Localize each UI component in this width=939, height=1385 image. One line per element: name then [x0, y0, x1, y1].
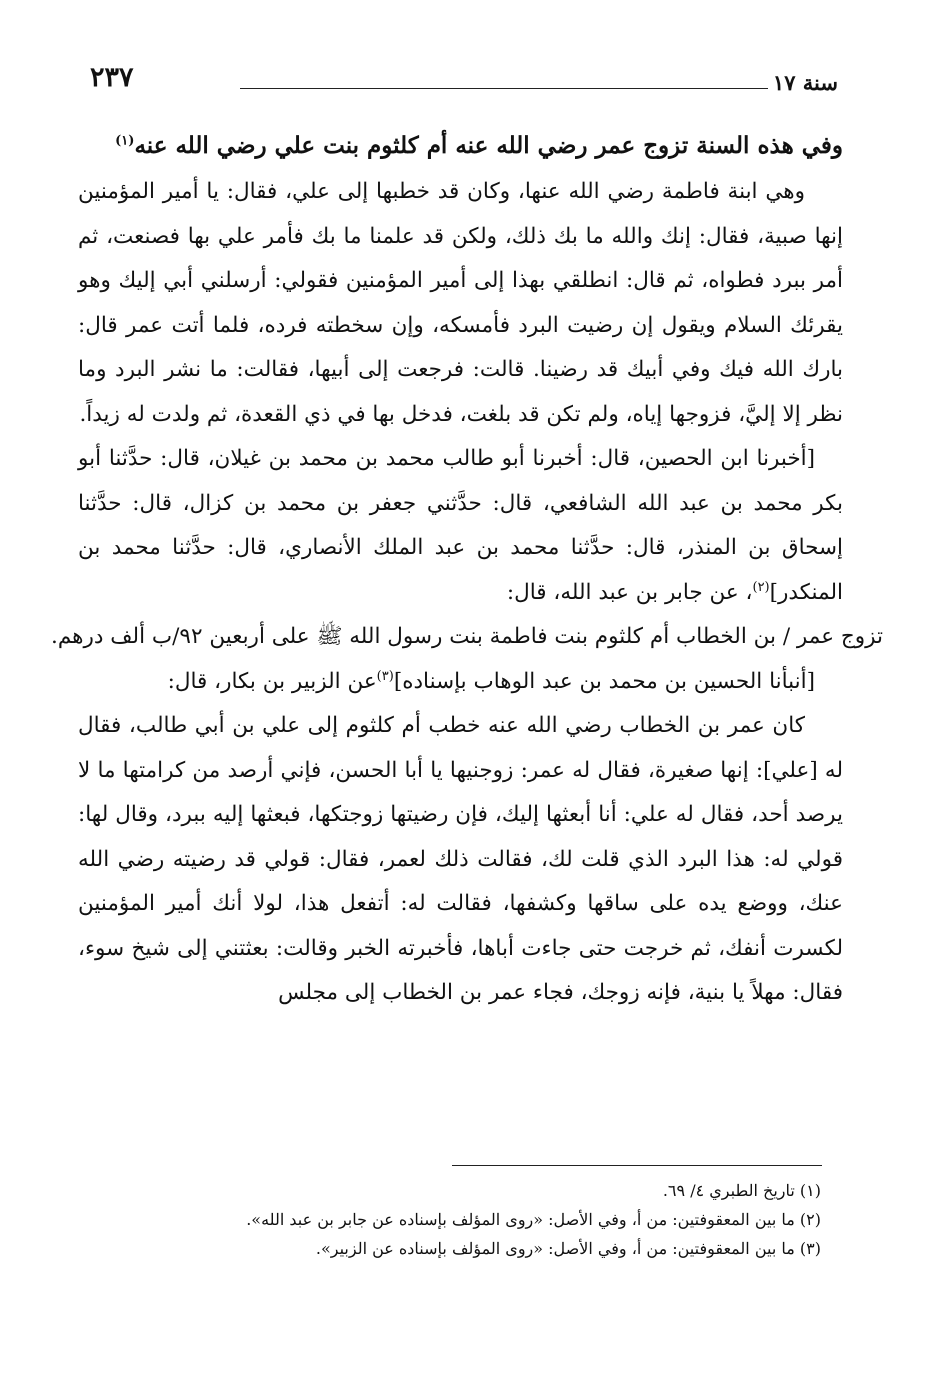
running-title-year: سنة ١٧ [772, 70, 838, 95]
footnote-2: (٢) ما بين المعقوفتين: من أ، وفي الأصل: «روى المؤلف بإسناده عن جابر بن عبد الله». [246, 1210, 821, 1229]
isnad-tail: ، عن جابر بن عبد الله، قال: [506, 579, 753, 605]
isnad-text: [أخبرنا ابن الحصين، قال: أخبرنا أبو طالب محمد بن محمد بن غيلان، قال: حدَّثنا أبو بكر محمد بن عبد الله الشافعي، قال: حدَّثني جعفر بن محمد بن كزال، قال: حدَّثنا إسحاق بن المنذر، قال: حدَّثنا محمد بن عبد الملك الأنصاري، قال: حدَّثنا محمد بن المنكدر] [78, 446, 843, 605]
paragraph-isnad-jabir [78, 437, 843, 615]
section-heading-text: وفي هذه السنة تزوج عمر رضي الله عنه أم كلثوم بنت علي رضي الله عنه [134, 132, 843, 159]
page-number: ٢٣٧ [90, 62, 134, 93]
footnote-ref-1: (١) [115, 133, 135, 149]
footnote-ref-2: (٢) [752, 579, 770, 595]
paragraph-marriage-story: وهي ابنة فاطمة رضي الله عنها، وكان قد خطبها إلى علي، فقال: يا أمير المؤمنين إنها صبية، فقال: إنك والله ما بك ذلك، ولكن قد علمنا ما بك فأمر علي بها فصنعت، ثم أمر ببرد فطواه، ثم قال: انطلقي بهذا إلى أمير المؤمنين فقولي: أرسلني أبي إليك وهو يقرئك السلام ويقول إن رضيت البرد فأمسكه، وإن سخطته فرده، فلما أتت عمر قال: بارك الله فيك وفي أبيك قد رضينا. قالت: فرجعت إلى أبيها، فقالت: ما نشر البرد وما نظر إلا إليَّ، فزوجها إياه، ولم تكن قد بلغت، فدخل بها في ذي القعدة، ثم ولدت له زيداً. [78, 179, 843, 427]
footnotes [150, 1176, 821, 1263]
footnote-1: (١) تاريخ الطبري ٤/ ٦٩. [662, 1181, 821, 1200]
running-header [90, 62, 838, 102]
section-heading [78, 124, 843, 168]
isnad-tail: عن الزبير بن بكار، قال: [167, 668, 377, 694]
footnote-3: (٣) ما بين المعقوفتين: من أ، وفي الأصل: «روى المؤلف بإسناده عن الزبير». [315, 1239, 821, 1258]
footnote-ref-3: (٣) [376, 668, 394, 684]
footnote-separator [452, 1165, 822, 1166]
paragraph-isnad-zubair [78, 660, 843, 705]
header-rule [240, 88, 768, 89]
main-text [51, 124, 883, 1016]
isnad-text: [أنبأنا الحسين بن محمد بن عبد الوهاب بإسناده] [393, 668, 815, 694]
paragraph-zubair-narration: كان عمر بن الخطاب رضي الله عنه خطب أم كلثوم إلى علي بن أبي طالب، فقال له [علي]: إنها صغيرة، فقال له عمر: زوجنيها يا أبا الحسن، فإني أرصد من كرامتها ما لا يرصد أحد، فقال له علي: أنا أبعثها إليك، فإن رضيتها زوجتكها، فبعثها إليه ببرد، وقال لها: قولي له: هذا البرد الذي قلت لك، فقالت ذلك لعمر، فقال: قولي قد رضيته رضي الله عنك، ووضع يده على ساقها وكشفها، فقالت له: أتفعل هذا، لولا أنك أمير المؤمنين لكسرت أنفك، ثم خرجت حتى جاءت أباها، فأخبرته الخبر وقالت: بعثتني إلى شيخ سوء، فقال: مهلاً يا بنية، فإنه زوجك، فجاء عمر بن الخطاب إلى مجلس [78, 713, 843, 1005]
paragraph-dowry: تزوج عمر / بن الخطاب أم كلثوم بنت فاطمة بنت رسول الله ﷺ على أربعين ٩٢/ب ألف درهم. [51, 624, 883, 649]
